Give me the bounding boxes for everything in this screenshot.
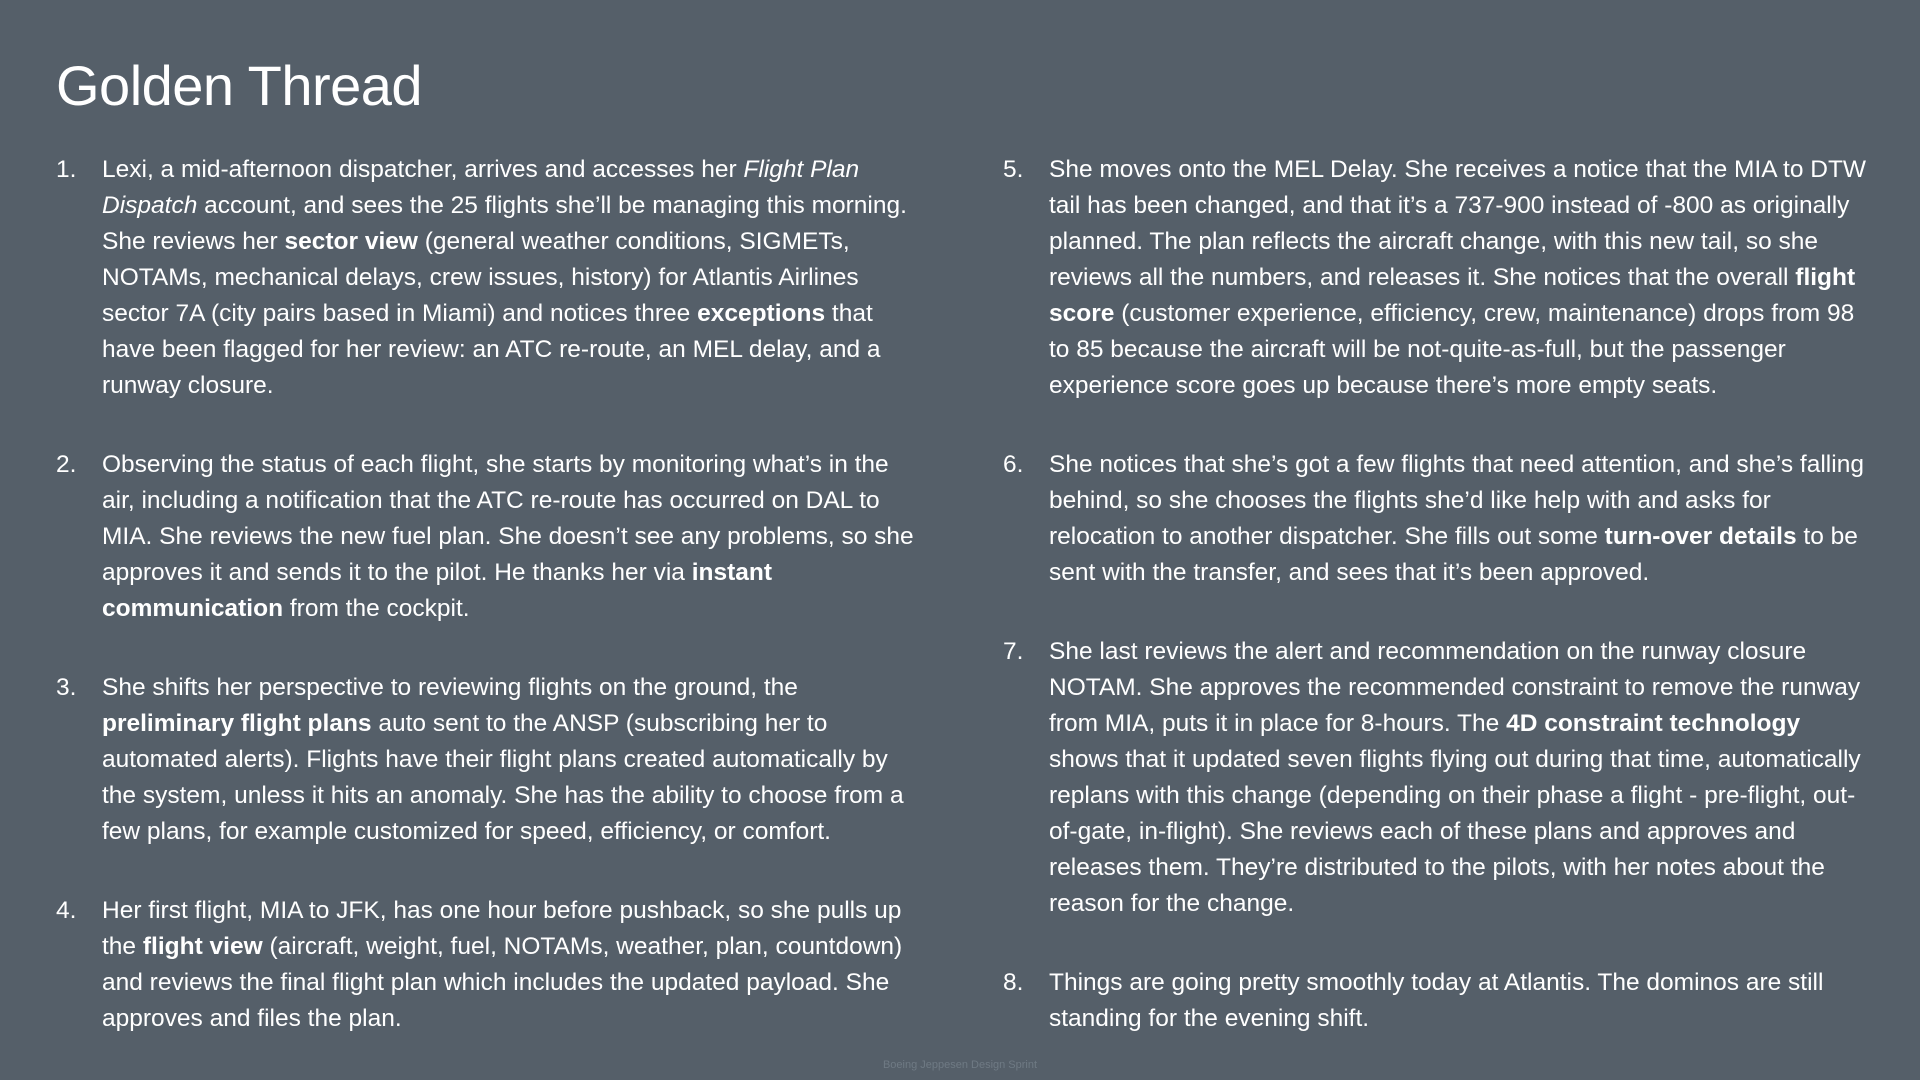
story-item-6 — [1003, 447, 1871, 591]
text-segment-bold: preliminary flight plans — [102, 710, 372, 737]
story-item-3 — [56, 670, 918, 850]
text-segment: account, and sees the 25 flights she’ll be managing this morning. She reviews her — [102, 192, 907, 255]
text-segment: (aircraft, weight, fuel, NOTAMs, weather, plan, countdown) and reviews the final flight plan which includes the updated payload. She approves and files the plan. — [102, 933, 903, 1032]
text-segment-bold: flight view — [142, 933, 263, 960]
text-segment-bold: turn-over details — [1604, 523, 1797, 550]
story-item-2 — [56, 447, 918, 627]
story-item-4 — [56, 893, 918, 1037]
story-item-1 — [56, 152, 918, 404]
text-segment: shows that it updated seven flights flying out during that time, automatically replans with this change (depending on their phase a flight - pre-flight, out-of-gate, in-flight). She reviews each of these plans and approves and releases them. They’re distributed to the pilots, with her notes about the reason for the change. — [1049, 746, 1861, 917]
text-segment: She notices that she’s got a few flights that need attention, and she’s falling behind, so she chooses the flights she’d like help with and asks for relocation to another dispatcher. She fills out some — [1049, 451, 1864, 550]
text-segment: (general weather conditions, SIGMETs, NOTAMs, mechanical delays, crew issues, history) for Atlantis Airlines sector 7A (city pairs based in Miami) and notices three — [102, 228, 859, 327]
slide-footer: Boeing Jeppesen Design Sprint — [882, 1059, 1038, 1071]
slide-title: Golden Thread — [56, 54, 423, 117]
story-item-8 — [1003, 965, 1871, 1037]
item-number: 8. — [1003, 969, 1024, 996]
text-segment: that have been flagged for her review: an ATC re-route, an MEL delay, and a runway closure. — [102, 300, 881, 399]
text-segment: auto sent to the ANSP (subscribing her to automated alerts). Flights have their flight plans created automatically by the system, unless it hits an anomaly. She has the ability to choose from a few plans, for example customized for speed, efficiency, or comfort. — [102, 710, 904, 845]
text-segment-bold: sector view — [284, 228, 418, 255]
item-text — [102, 674, 904, 845]
text-segment: from the cockpit. — [283, 595, 470, 622]
item-text — [102, 897, 902, 1032]
text-segment-bold: exceptions — [697, 300, 826, 327]
item-text — [102, 156, 907, 399]
item-number: 6. — [1003, 451, 1024, 478]
item-text — [1049, 156, 1866, 399]
item-text — [1049, 451, 1864, 586]
text-segment: She moves onto the MEL Delay. She receives a notice that the MIA to DTW tail has been changed, and that it’s a 737-900 instead of -800 as originally planned. The plan reflects the aircraft change, with this new tail, so she reviews all the numbers, and releases it. She notices that the overall — [1049, 156, 1867, 291]
text-segment-italic: Flight Plan Dispatch — [102, 156, 860, 219]
text-segment: She shifts her perspective to reviewing flights on the ground, the — [102, 674, 798, 701]
story-item-5 — [1003, 152, 1871, 404]
text-segment: (customer experience, efficiency, crew, maintenance) drops from 98 to 85 because the aircraft will be not-quite-as-full, but the passenger experience score goes up because there’s more empty seats. — [1049, 300, 1855, 399]
item-text — [102, 451, 914, 622]
item-number: 2. — [56, 451, 77, 478]
text-segment-bold: instant communication — [102, 559, 773, 622]
story-list-right — [1003, 152, 1871, 1037]
text-segment: Things are going pretty smoothly today at Atlantis. The dominos are still standing for the evening shift. — [1049, 969, 1824, 1032]
story-item-7 — [1003, 634, 1871, 922]
item-number: 4. — [56, 897, 77, 924]
item-text — [1049, 969, 1823, 1032]
text-segment: Observing the status of each flight, she starts by monitoring what’s in the air, including a notification that the ATC re-route has occurred on DAL to MIA. She reviews the new fuel plan. She doesn’t see any problems, so she approves it and sends it to the pilot. He thanks her via — [102, 451, 914, 586]
item-number: 5. — [1003, 156, 1024, 183]
item-number: 3. — [56, 674, 77, 701]
text-segment-bold: 4D constraint technology — [1506, 710, 1801, 737]
text-segment: Lexi, a mid-afternoon dispatcher, arrives and accesses her — [102, 156, 744, 183]
item-text — [1049, 638, 1861, 917]
text-segment: Her first flight, MIA to JFK, has one hour before pushback, so she pulls up the — [102, 897, 902, 960]
item-number: 7. — [1003, 638, 1024, 665]
item-number: 1. — [56, 156, 77, 183]
text-segment: to be sent with the transfer, and sees that it’s been approved. — [1049, 523, 1858, 586]
story-list-left — [56, 152, 918, 1037]
text-segment: She last reviews the alert and recommendation on the runway closure NOTAM. She approves the recommended constraint to remove the runway from MIA, puts it in place for 8-hours. The — [1049, 638, 1861, 737]
text-segment-bold: flight score — [1049, 264, 1856, 327]
